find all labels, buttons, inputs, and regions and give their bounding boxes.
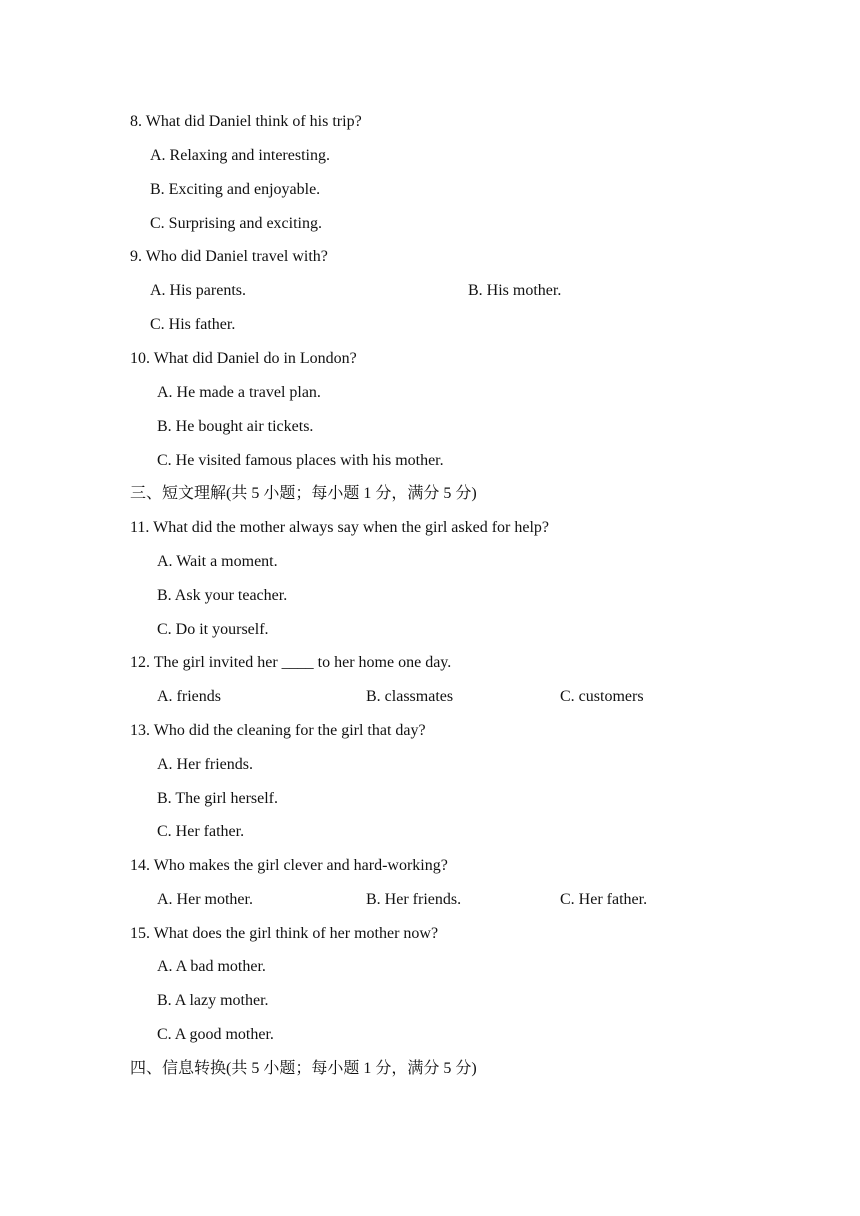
question-11: 11. What did the mother always say when the girl asked for help?: [130, 519, 549, 536]
question-13-option-b: B. The girl herself.: [157, 790, 279, 807]
question-12-option-b: B. classmates: [366, 688, 454, 705]
question-10-option-a: A. He made a travel plan.: [157, 384, 321, 401]
question-14-option-c: C. Her father.: [560, 891, 648, 908]
question-9-option-b: B. His mother.: [468, 282, 562, 299]
question-8-option-a: A. Relaxing and interesting.: [150, 147, 330, 164]
question-12-option-a: A. friends: [157, 688, 221, 705]
question-10: 10. What did Daniel do in London?: [130, 350, 357, 367]
question-15-option-c: C. A good mother.: [157, 1026, 274, 1043]
question-9: 9. Who did Daniel travel with?: [130, 248, 328, 265]
question-14-option-b: B. Her friends.: [366, 891, 462, 908]
question-9-option-c: C. His father.: [150, 316, 236, 333]
question-15: 15. What does the girl think of her mother now?: [130, 925, 439, 942]
question-11-option-a: A. Wait a moment.: [157, 553, 278, 570]
question-13-option-c: C. Her father.: [157, 823, 245, 840]
section-4-heading: 四、信息转换(共 5 小题；每小题 1 分，满分 5 分): [130, 1060, 477, 1077]
question-13: 13. Who did the cleaning for the girl that day?: [130, 722, 426, 739]
question-11-option-b: B. Ask your teacher.: [157, 587, 288, 604]
question-8: 8. What did Daniel think of his trip?: [130, 113, 362, 130]
question-12-option-c: C. customers: [560, 688, 644, 705]
question-9-option-a: A. His parents.: [150, 282, 246, 299]
question-8-option-c: C. Surprising and exciting.: [150, 215, 322, 232]
question-13-option-a: A. Her friends.: [157, 756, 253, 773]
section-3-heading: 三、短文理解(共 5 小题；每小题 1 分，满分 5 分): [130, 485, 477, 502]
question-12: 12. The girl invited her ____ to her home one day.: [130, 654, 452, 671]
question-10-option-b: B. He bought air tickets.: [157, 418, 314, 435]
question-8-option-b: B. Exciting and enjoyable.: [150, 181, 321, 198]
question-10-option-c: C. He visited famous places with his mother.: [157, 452, 444, 469]
question-15-option-b: B. A lazy mother.: [157, 992, 269, 1009]
question-15-option-a: A. A bad mother.: [157, 958, 266, 975]
question-14: 14. Who makes the girl clever and hard-working?: [130, 857, 448, 874]
question-11-option-c: C. Do it yourself.: [157, 621, 269, 638]
question-14-option-a: A. Her mother.: [157, 891, 253, 908]
